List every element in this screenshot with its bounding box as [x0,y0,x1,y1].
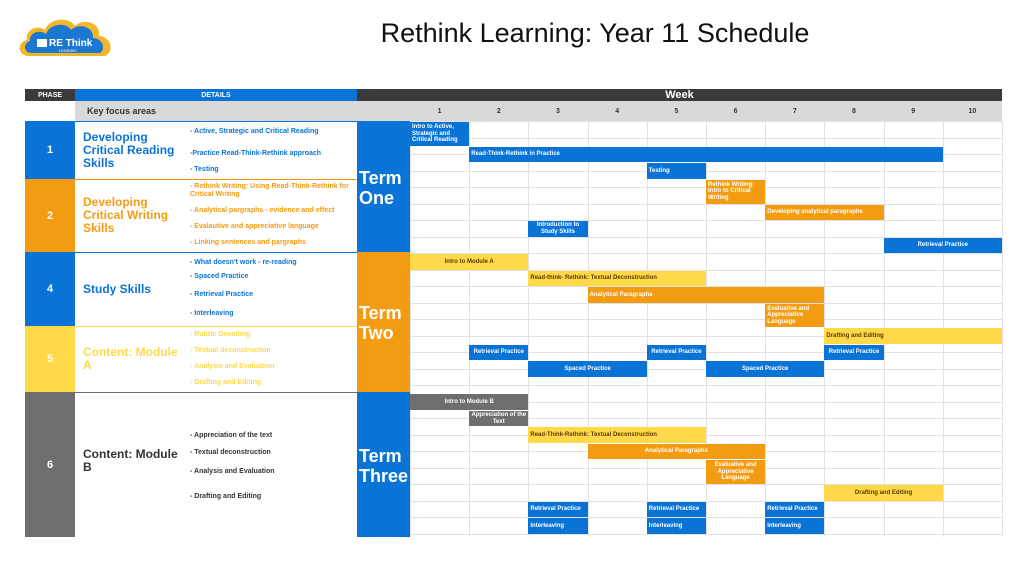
focus-item: - Linking sentences and pargraphs [190,239,306,246]
phase-subheader-blank [25,101,75,121]
week-number-4: 4 [615,107,620,115]
focus-item: - Appreciation of the text [190,432,273,439]
focus-item: - Analysis and Evaluation [190,363,275,370]
grid-col-line [410,121,411,537]
schedule-bar: Interleaving [528,518,587,534]
phase-number: 2 [25,179,75,252]
focus-item: - Analytical pargraphs - evidence and effect [190,207,335,214]
details-header: DETAILS [75,89,357,101]
schedule-bar: Retrieval Practice [647,345,706,361]
page-title: Rethink Learning: Year 11 Schedule [380,18,810,48]
week-number-8: 8 [852,107,856,115]
focus-item: - Evalautive and appreciative language [190,223,319,230]
phase-header: PHASE [25,89,75,101]
schedule-bar: Retrieval Practice [469,345,528,361]
logo-text: RE Think [49,38,93,49]
focus-item: - Analysis and Evaluation [190,468,275,475]
week-number-7: 7 [792,107,797,115]
week-number-10: 10 [968,107,977,115]
phase-number: 6 [25,392,75,537]
schedule-bar: Drafting and Editing [824,328,1002,344]
term-label: Term Two [357,252,410,392]
schedule-bar: Testing [647,163,706,179]
term-label: Term Three [357,392,410,537]
focus-item: - Textual deconstruction [190,449,271,456]
week-number-6: 6 [733,107,738,115]
schedule-bar: Introduction to Study Skills [528,221,587,237]
schedule-bar: Spaced Practice [706,361,824,377]
schedule-bar: Developing analytical paragraphs [765,205,883,221]
phase-title: Content: Module A [83,345,178,372]
week-numbers-row [357,101,1002,121]
week-number-1: 1 [437,107,442,115]
focus-item: - What doesn't work - re-reading [190,259,297,266]
phase-title: Study Skills [83,281,152,296]
schedule-bar: Evaluative and Appreciative Language [706,460,765,484]
focus-item: - Drafting and Editing [190,493,262,500]
week-number-2: 2 [496,107,501,115]
schedule-bar: Appreciation of the Text [469,411,528,427]
logo-subtext: LEARNING [59,49,77,53]
focus-item: - Drafting and Editing [190,379,262,386]
schedule-bar: Analytical Paragraphs [588,287,825,303]
grid-col-line [469,121,470,537]
schedule-bar: Rethink Writing: Intro to Critical Writing [706,180,765,204]
schedule-bar: Evaluative and Appreciative Language [765,304,824,328]
schedule-bar: Intro to Active, Strategic and Critical Reading [410,122,469,146]
schedule-bar: Interleaving [647,518,706,534]
focus-item: - Spaced Practice [190,273,249,280]
schedule-bar: Read-Think-Rethink in Practice [469,147,943,163]
phase-title: Content: Module B [83,447,178,474]
schedule-bar: Retrieval Practice [528,502,587,518]
phase-title: Developing Critical Reading Skills [83,129,175,170]
grid-col-line [528,121,529,537]
week-number-5: 5 [674,107,679,115]
grid-col-line [765,121,766,537]
schedule-bar: Retrieval Practice [884,238,1002,254]
schedule-bar: Spaced Practice [528,361,646,377]
grid-col-line [647,121,648,537]
rethink-learning-logo [15,10,120,68]
term-label: Term One [357,121,410,252]
phase-number: 5 [25,326,75,392]
schedule-bar: Read-think- Rethink: Textual Deconstruction [528,271,706,287]
schedule-bar: Interleaving [765,518,824,534]
schedule-bar: Retrieval Practice [824,345,883,361]
schedule-bar: Read-Think-Rethink: Textual Deconstruction [528,427,706,443]
focus-item: - Rubric Decoding [190,331,251,338]
schedule-bar: Analytical Paragraphs [588,444,766,460]
grid-col-line [1002,121,1003,537]
week-number-3: 3 [556,107,560,115]
schedule-bar: Drafting and Editing [824,485,942,501]
focus-item: - Active, Strategic and Critical Reading [190,128,319,135]
phase-title: Developing Critical Writing Skills [83,195,169,235]
focus-item: -Practice Read-Think-Rethink approach [190,150,322,157]
week-number-9: 9 [911,107,916,115]
schedule-bar: Intro to Module A [410,254,528,270]
focus-item: - Textual deconstruction [190,347,271,354]
focus-item: - Retrieval Practice [190,291,254,298]
phase-number: 4 [25,252,75,326]
schedule-bar: Retrieval Practice [647,502,706,518]
focus-item: - Interleaving [190,310,234,317]
focus-item: - Testing [190,166,219,173]
key-focus-header: Key focus areas [75,101,357,121]
schedule-bar: Intro to Module B [410,394,528,410]
phase-number: 1 [25,121,75,179]
week-header: Week [357,89,1002,101]
grid-col-line [588,121,589,537]
focus-item: - Rethink Writing: Using Read-Think-Rethink for Critical Writing [190,183,349,198]
schedule-bar: Retrieval Practice [765,502,824,518]
